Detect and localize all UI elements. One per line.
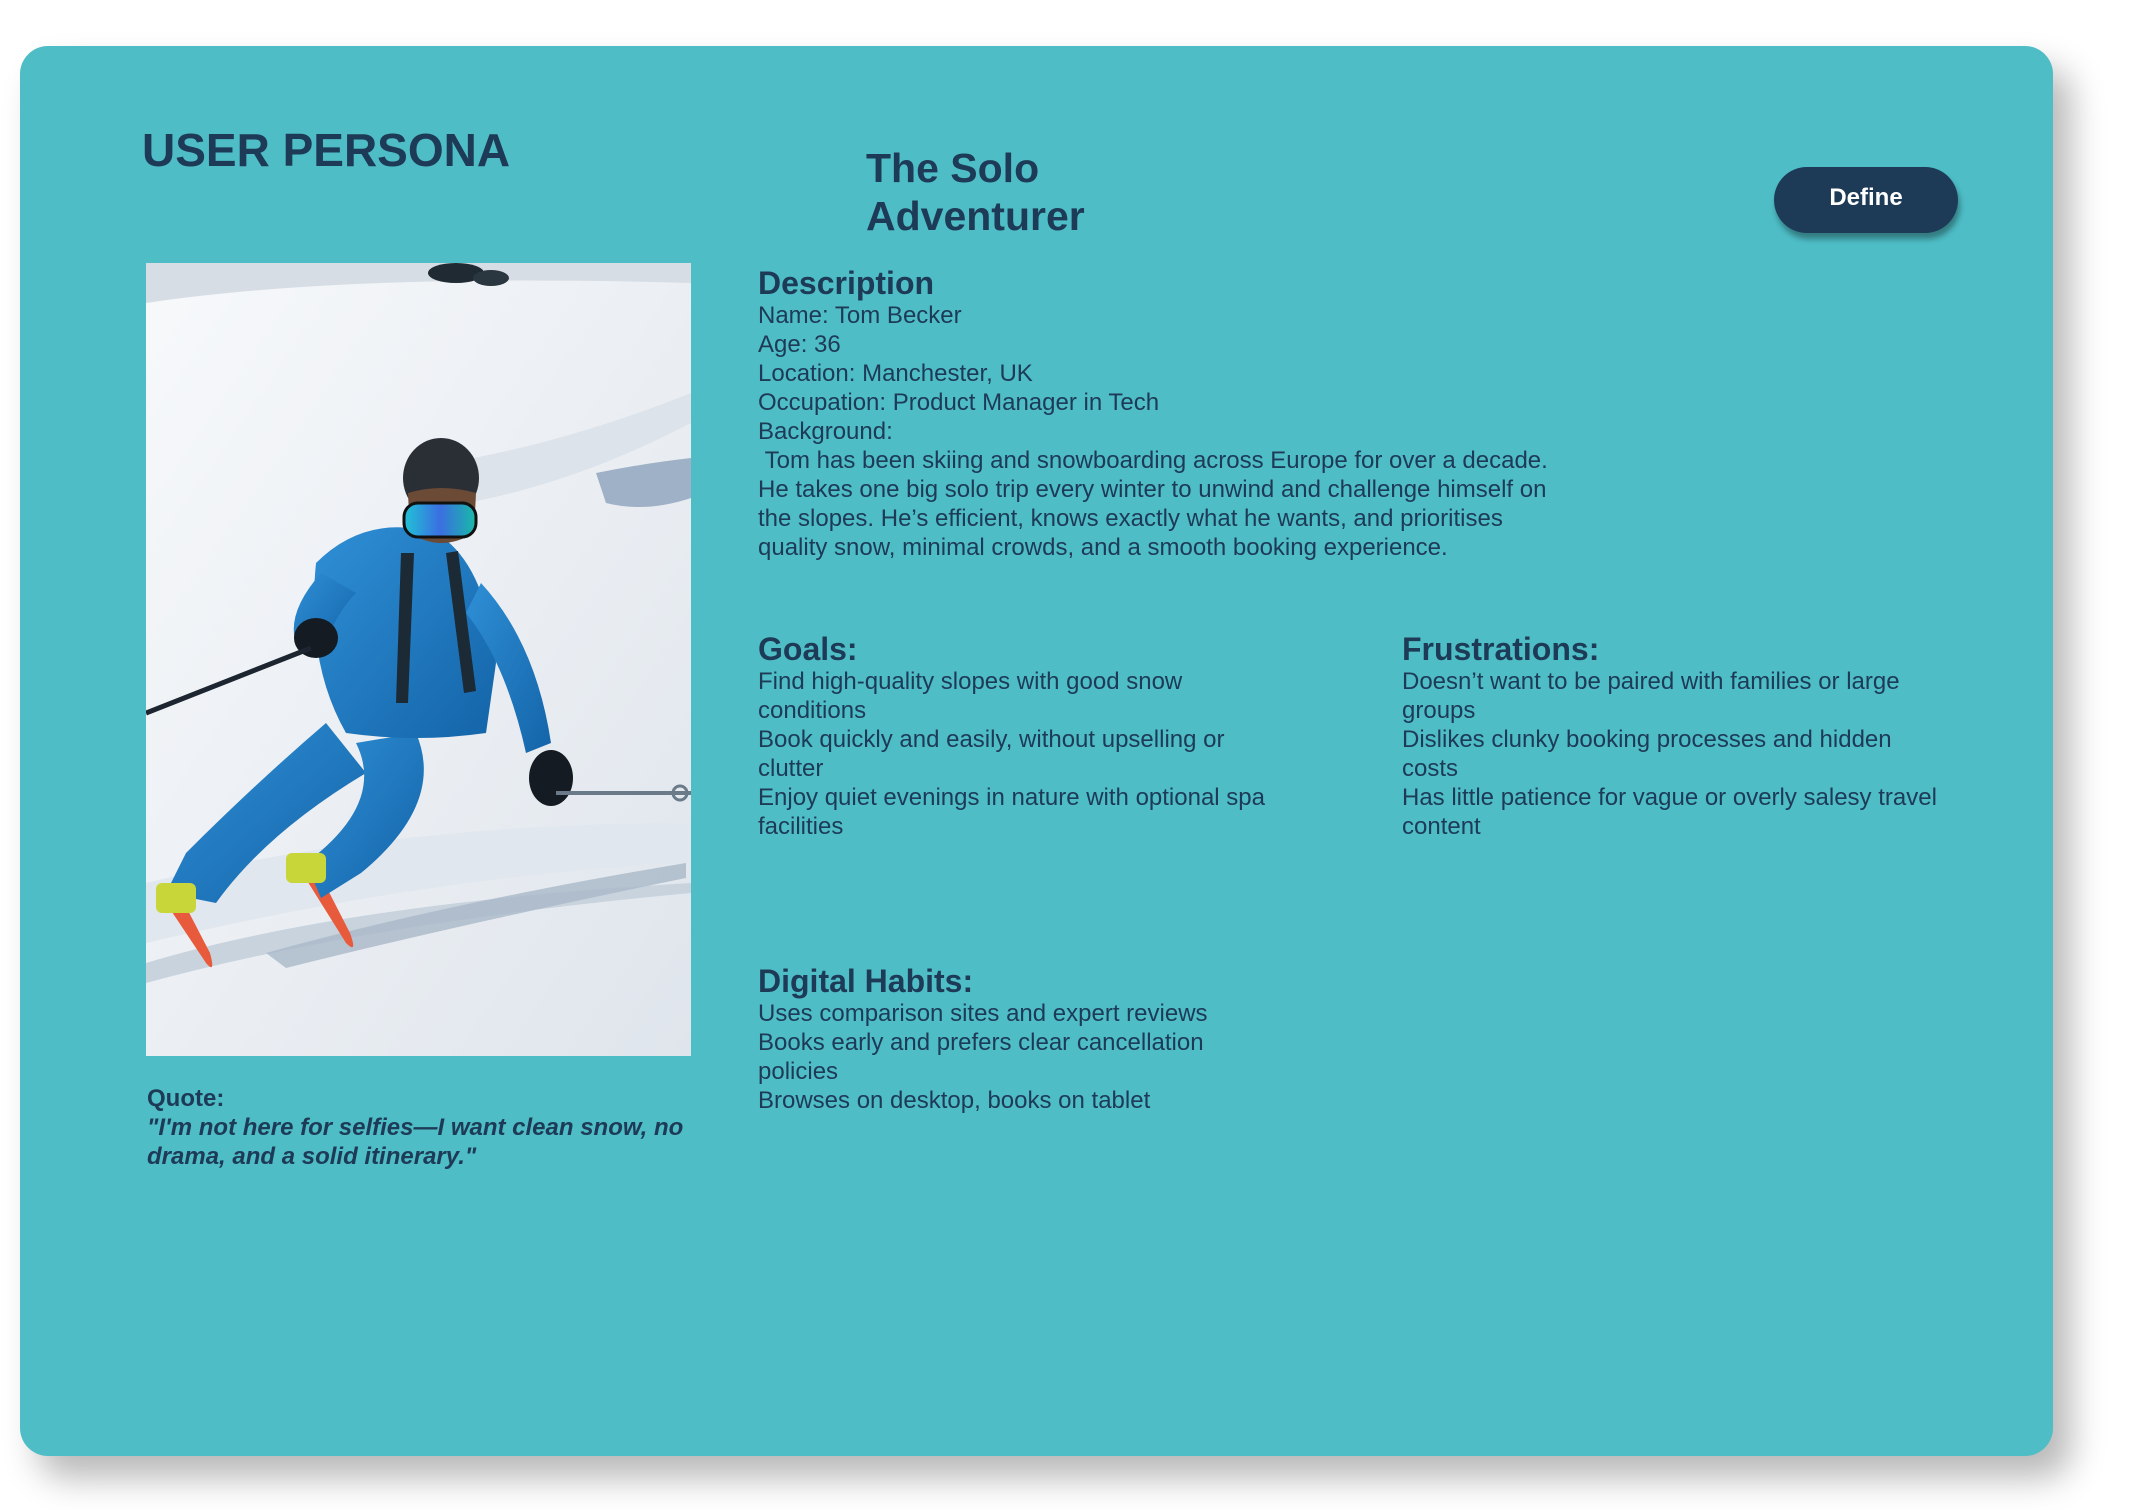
frustrations-item: Doesn’t want to be paired with families or large groups <box>1402 668 1900 724</box>
description-heading: Description <box>758 265 935 301</box>
digital-habits-item: Books early and prefers clear cancellation policies <box>758 1029 1204 1085</box>
persona-name: The Solo Adventurer <box>866 145 1085 239</box>
frustrations-section <box>1402 631 1942 841</box>
skier-photo <box>146 263 691 1056</box>
frustrations-heading: Frustrations: <box>1402 631 1600 667</box>
goals-heading: Goals: <box>758 631 858 667</box>
persona-card <box>20 46 2053 1456</box>
digital-habits-section <box>758 963 1278 1115</box>
goals-item: Book quickly and easily, without upselling or clutter <box>758 726 1225 782</box>
page-title: USER PERSONA <box>142 124 511 176</box>
skier-illustration <box>146 263 691 1056</box>
frustrations-item: Has little patience for vague or overly salesy travel content <box>1402 784 1937 840</box>
description-name: Name: Tom Becker <box>758 302 962 329</box>
description-section <box>758 265 1578 562</box>
goals-item: Find high-quality slopes with good snow conditions <box>758 668 1183 724</box>
description-age: Age: 36 <box>758 331 841 358</box>
frustrations-item: Dislikes clunky booking processes and hidden costs <box>1402 726 1892 782</box>
define-button[interactable]: Define <box>1774 167 1958 233</box>
digital-habits-item: Browses on desktop, books on tablet <box>758 1087 1151 1114</box>
digital-habits-item: Uses comparison sites and expert reviews <box>758 1000 1208 1027</box>
description-background-label: Background: <box>758 418 893 445</box>
goals-section <box>758 631 1278 841</box>
description-location: Location: Manchester, UK <box>758 360 1033 387</box>
description-background-text: Tom has been skiing and snowboarding across Europe for over a decade. He takes one big solo trip every winter to unwind and challenge himself on the slopes. He’s efficient, knows exactly what he wants, and prioritises quality snow, minimal crowds, and a smooth booking experience. <box>758 447 1555 561</box>
quote-label: Quote: <box>147 1085 225 1112</box>
digital-habits-heading: Digital Habits: <box>758 963 974 999</box>
description-occupation: Occupation: Product Manager in Tech <box>758 389 1160 416</box>
quote-text: "I'm not here for selfies—I want clean snow, no drama, and a solid itinerary." <box>147 1114 684 1170</box>
goals-item: Enjoy quiet evenings in nature with optional spa facilities <box>758 784 1265 840</box>
quote-block <box>147 1084 707 1171</box>
